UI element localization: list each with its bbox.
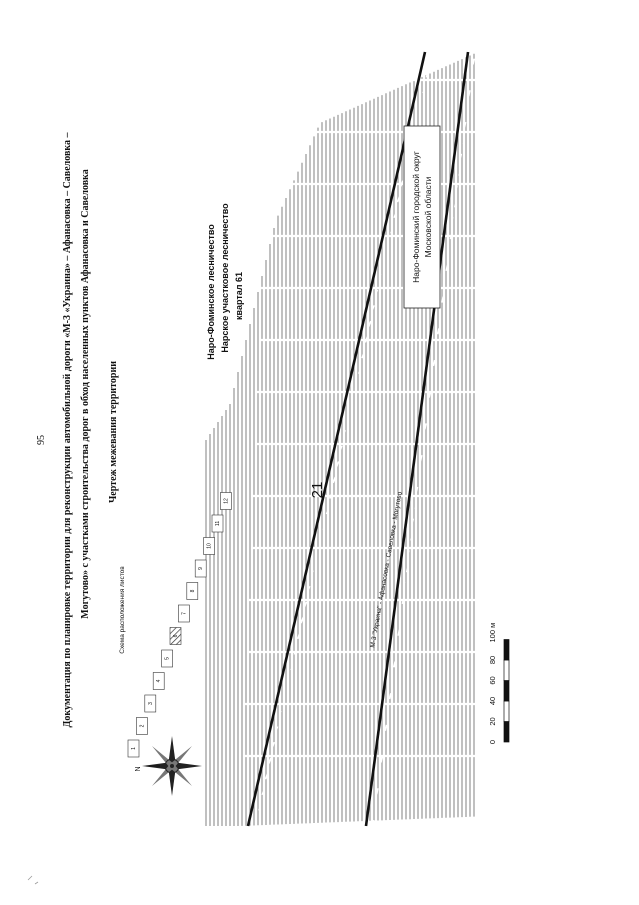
- document-title: [62, 132, 91, 728]
- sheet-box-label-3: 3: [147, 702, 154, 705]
- scale-segment: [504, 660, 509, 681]
- sheet-box-label-5: 5: [164, 657, 171, 660]
- sheet-box-label-6: 6: [173, 634, 179, 638]
- plot-number: 21: [309, 481, 326, 499]
- forestry-label: [206, 203, 244, 360]
- scale-segment: [504, 722, 509, 743]
- scale-tick-label: 40: [488, 696, 497, 706]
- scale-tick-label: 100 м: [488, 622, 497, 643]
- sheet-box-label-9: 9: [198, 567, 205, 570]
- sheet-box-label-7: 7: [181, 612, 188, 615]
- corner-marks: [28, 876, 38, 884]
- sheet-box-label-8: 8: [189, 589, 196, 593]
- sheet-box-label-4: 4: [156, 679, 163, 683]
- district-label-frame: [404, 126, 440, 308]
- compass-north-label: N: [135, 766, 142, 772]
- scale-tick-label: 0: [488, 739, 497, 745]
- scale-tick-label: 20: [488, 717, 497, 726]
- document-title-line-1: Документация по планировке территории для реконструкции автомобильной дороги «М-3 «Украина» – Афанасовка – Савеловка –: [62, 132, 73, 728]
- drawing-title: Чертеж межевания территории: [108, 360, 119, 504]
- page-number: 95: [36, 435, 47, 445]
- compass-rose: [135, 736, 202, 796]
- forestry-label-line-3: квартал 61: [234, 272, 244, 320]
- road-edge-upper: [248, 52, 425, 826]
- scale-segment: [504, 640, 509, 661]
- sheet-scheme-title: Схема расположения листов: [119, 566, 126, 654]
- sheet-box-label-11: 11: [215, 520, 221, 527]
- document-title-line-2: Могутово» с участками строительства дорог в обход населенных пунктов Афанасовка и Савеловка: [80, 169, 91, 619]
- scale-tick-label: 80: [488, 655, 497, 665]
- road-name-label: М-3 "Украина" - Афанасовка - Савеловка - Могутово: [369, 491, 404, 649]
- scale-segment: [504, 681, 509, 702]
- district-label-line-2: Московской области: [423, 176, 433, 258]
- scale-segment: [504, 701, 509, 722]
- scale-tick-label: 60: [488, 676, 497, 685]
- sheet-layout-scheme: [119, 493, 231, 758]
- district-label-box: [404, 126, 440, 308]
- sheet-box-label-12: 12: [223, 498, 230, 504]
- sheet-box-label-2: 2: [139, 724, 146, 728]
- forestry-label-line-1: Наро-Фоминское лесничество: [206, 224, 216, 360]
- district-label-line-1: Наро-Фоминский городской округ: [411, 151, 421, 283]
- sheet-box-label-1: 1: [131, 747, 137, 750]
- forestry-label-line-2: Нарское участковое лесничество: [220, 203, 230, 353]
- sheet-box-label-10: 10: [206, 543, 213, 549]
- scale-bar: [488, 623, 509, 744]
